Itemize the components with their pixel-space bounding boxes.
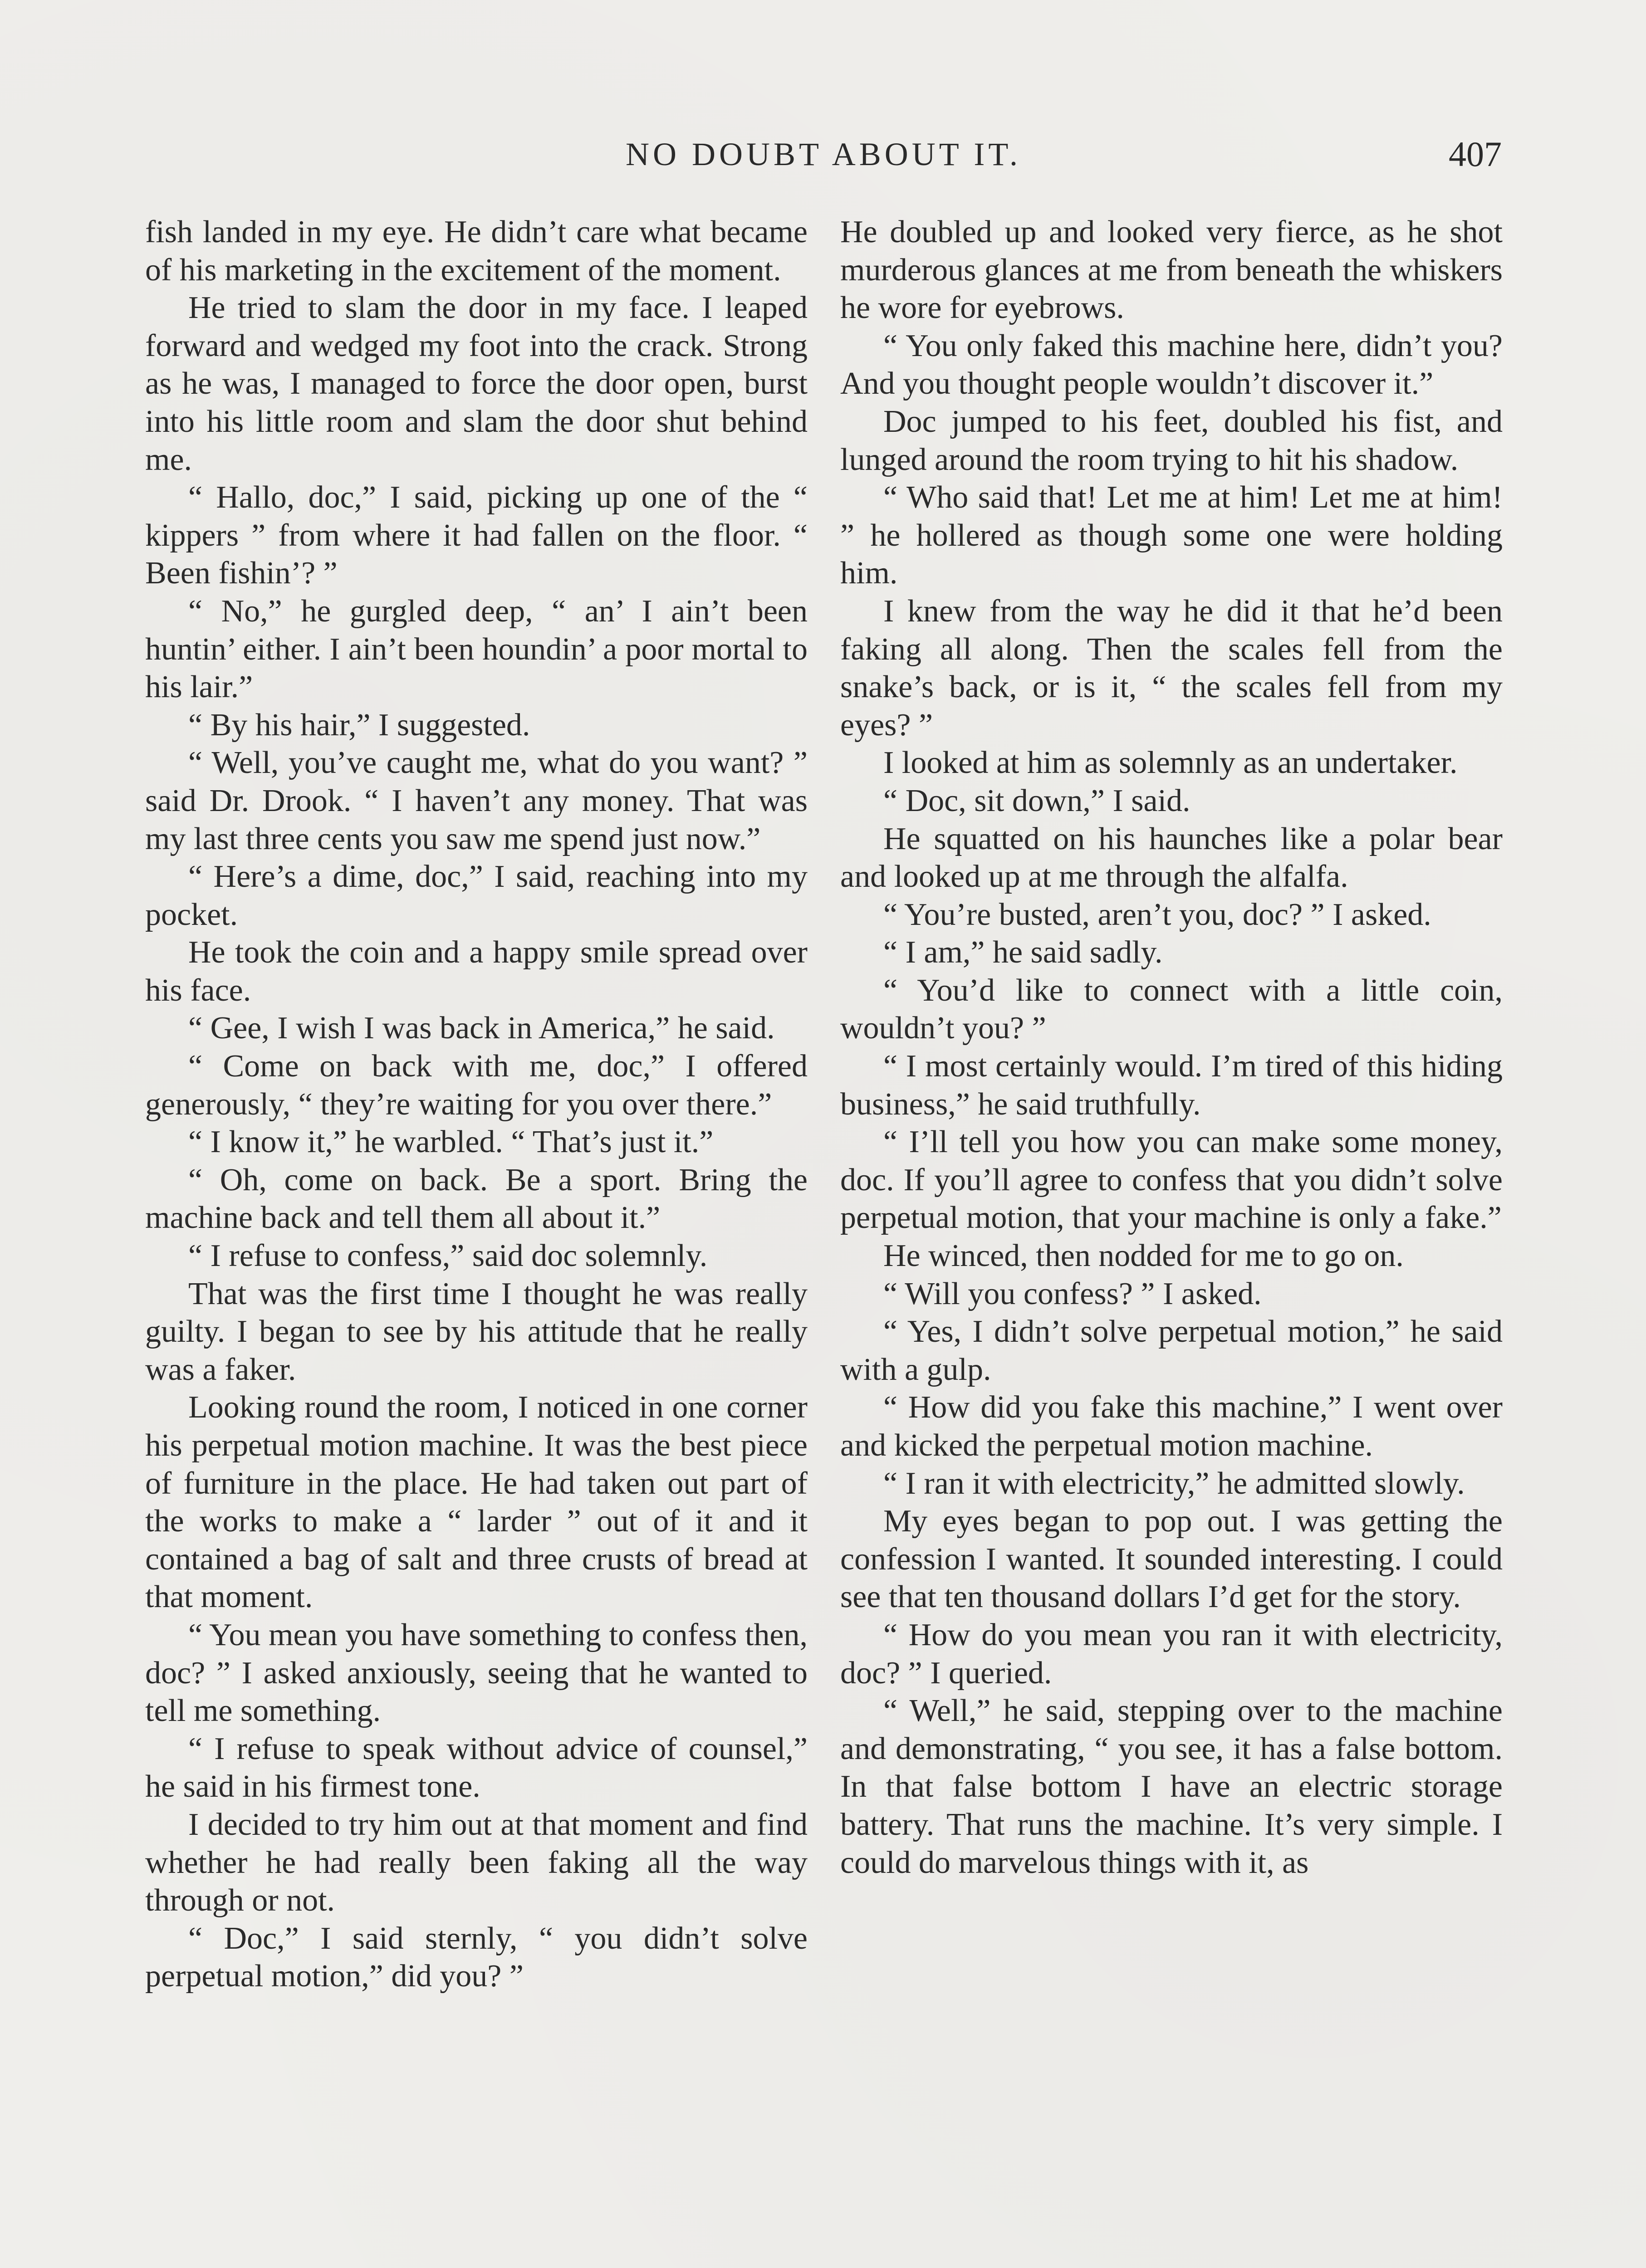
paragraph: “ I am,” he said sadly. [883,935,1163,970]
paragraph: “ Yes, I didn’t solve perpetual motion,” he said with a gulp. [840,1314,1503,1387]
paragraph: He winced, then nodded for me to go on. [883,1238,1404,1274]
paragraph: “ No,” he gurgled deep, “ an’ I ain’t been huntin’ either. I ain’t been houndin’ a poor mortal to his lair.” [145,593,808,705]
paragraph: Looking round the room, I noticed in one corner his perpetual motion machine. It was the best piece of furniture in the place. He had taken out part of the works to make a “ larder ” out of it and it contained a bag of salt and three crusts of bread at that moment. [145,1390,808,1615]
paragraph: “ You’d like to connect with a little coin, wouldn’t you? ” [840,973,1503,1046]
paragraph: He took the coin and a happy smile spread over his face. [145,935,808,1008]
paragraph: “ Here’s a dime, doc,” I said, reaching into my pocket. [145,859,808,932]
paragraph: “ You only faked this machine here, didn’t you? And you thought people wouldn’t discover it.” [840,328,1503,401]
paragraph: My eyes began to pop out. I was getting the confession I wanted. It sounded interesting. I could see that ten thousand dollars I’d get for the story. [840,1504,1503,1615]
paragraph: That was the first time I thought he was really guilty. I began to see by his attitude that he really was a faker. [145,1276,808,1387]
paragraph: “ Will you confess? ” I asked. [883,1276,1262,1311]
paragraph: “ Well, you’ve caught me, what do you want? ” said Dr. Drook. “ I haven’t any money. That was my last three cents you saw me spend just now.” [145,745,808,856]
paragraph: “ How do you mean you ran it with electricity, doc? ” I queried. [840,1617,1503,1691]
paragraph: I knew from the way he did it that he’d been faking all along. Then the scales fell from the snake’s back, or is it, “ the scales fell from my eyes? ” [840,593,1503,743]
paragraph: “ I know it,” he warbled. “ That’s just it.” [188,1124,714,1160]
running-head: NO DOUBT ABOUT IT. [625,136,1021,172]
paragraph: “ I’ll tell you how you can make some money, doc. If you’ll agree to confess that you didn’t solve perpetual motion, that your machine is only a fake.” [840,1124,1503,1236]
paragraph: “ I refuse to speak without advice of counsel,” he said in his firmest tone. [145,1731,808,1804]
paragraph: “ I most certainly would. I’m tired of this hiding business,” he said truthfully. [840,1049,1503,1122]
paragraph: “ Who said that! Let me at him! Let me at him! ” he hollered as though some one were holding him. [840,480,1503,591]
paragraph: “ You’re busted, aren’t you, doc? ” I asked. [883,897,1431,932]
paragraph: “ Hallo, doc,” I said, picking up one of the “ kippers ” from where it had fallen on the floor. “ Been fishin’? ” [145,480,808,591]
paragraph: “ Come on back with me, doc,” I offered generously, “ they’re waiting for you over there.” [145,1049,808,1122]
paragraph: He doubled up and looked very fierce, as he shot murderous glances at me from beneath the whiskers he wore for eyebrows. [840,215,1503,326]
right-text-column [840,213,1503,2268]
page-header [145,132,1502,177]
left-text-column [145,213,808,2268]
paragraph: “ Well,” he said, stepping over to the machine and demonstrating, “ you see, it has a false bottom. In that false bottom I have an electric storage battery. That runs the machine. It’s very simple. I could do marvelous things with it, as [840,1693,1503,1880]
page-number: 407 [1449,134,1502,174]
paragraph: “ By his hair,” I suggested. [188,707,530,743]
paragraph: “ I refuse to confess,” said doc solemnly. [188,1238,708,1274]
paragraph: “ Gee, I wish I was back in America,” he said. [188,1011,775,1046]
paragraph: He squatted on his haunches like a polar bear and looked up at me through the alfalfa. [840,821,1503,894]
paragraph: “ Doc,” I said sternly, “ you didn’t solve perpetual motion,” did you? ” [145,1921,808,1994]
paragraph: He tried to slam the door in my face. I leaped forward and wedged my foot into the crack. Strong as he was, I managed to force the door open, burst into his little room and slam the door shut behind me. [145,290,808,477]
paragraph: “ How did you fake this machine,” I went over and kicked the perpetual motion machine. [840,1390,1503,1463]
paragraph: I looked at him as solemnly as an undertaker. [883,745,1458,781]
paragraph: “ You mean you have something to confess then, doc? ” I asked anxiously, seeing that he wanted to tell me something. [145,1617,808,1729]
paragraph: Doc jumped to his feet, doubled his fist, and lunged around the room trying to hit his shadow. [840,404,1503,477]
paragraph: I decided to try him out at that moment and find whether he had really been faking all the way through or not. [145,1807,808,1918]
paragraph: fish landed in my eye. He didn’t care what became of his marketing in the excitement of the moment. [145,215,808,288]
paragraph: “ Doc, sit down,” I said. [883,783,1190,818]
paragraph: “ Oh, come on back. Be a sport. Bring the machine back and tell them all about it.” [145,1162,808,1236]
paragraph: “ I ran it with electricity,” he admitted slowly. [883,1466,1465,1501]
